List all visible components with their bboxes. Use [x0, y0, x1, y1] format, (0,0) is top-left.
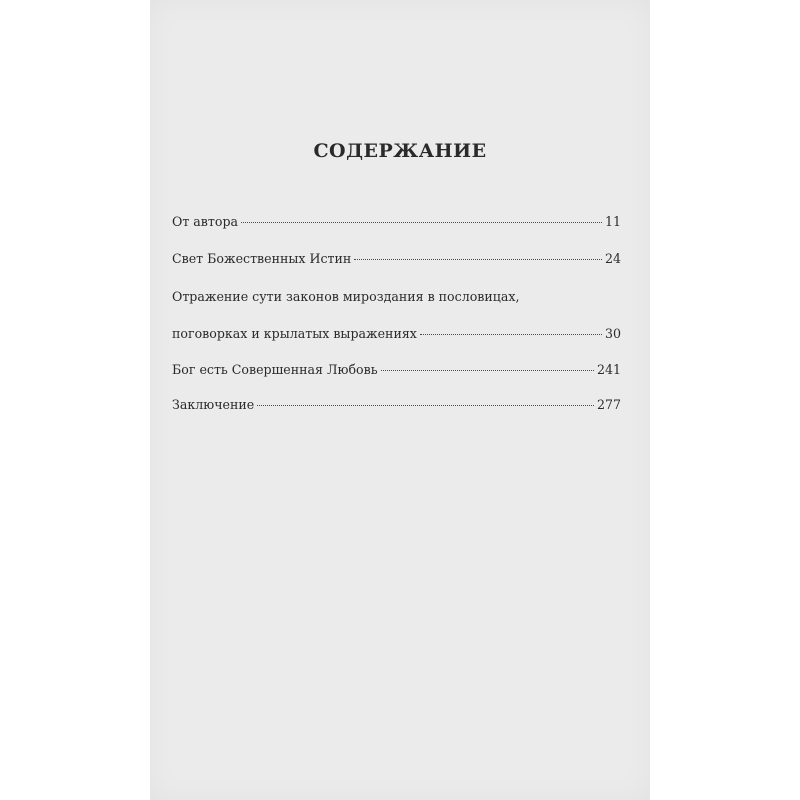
book-page [150, 0, 650, 800]
toc-entry-page: 30 [604, 326, 621, 341]
dot-leader [241, 222, 602, 223]
toc-entry-title: Отражение сути законов мироздания в пословицах, [172, 289, 520, 304]
toc-entry-title: поговорках и крылатых выражениях [172, 326, 417, 341]
dot-leader [381, 370, 594, 371]
dot-leader [420, 334, 602, 335]
toc-entry-from-author [172, 214, 621, 229]
toc-entry-reflection-line1 [172, 289, 621, 304]
dot-leader [257, 405, 594, 406]
toc-entry-page: 11 [604, 214, 621, 229]
toc-entry-reflection-line2 [172, 326, 621, 341]
page-title: СОДЕРЖАНИЕ [313, 140, 487, 162]
toc-entry-page: 241 [596, 362, 621, 377]
toc-entry-title: Заключение [172, 397, 255, 412]
toc-entry-title: От автора [172, 214, 239, 229]
toc-entry-divine-truths [172, 251, 621, 266]
toc-entry-page: 277 [596, 397, 621, 412]
toc-entry-perfect-love [172, 362, 621, 377]
dot-leader [354, 259, 602, 260]
toc-entry-page: 24 [604, 251, 621, 266]
toc-entry-title: Свет Божественных Истин [172, 251, 352, 266]
toc-entry-title: Бог есть Совершенная Любовь [172, 362, 378, 377]
toc-entry-conclusion [172, 397, 621, 412]
